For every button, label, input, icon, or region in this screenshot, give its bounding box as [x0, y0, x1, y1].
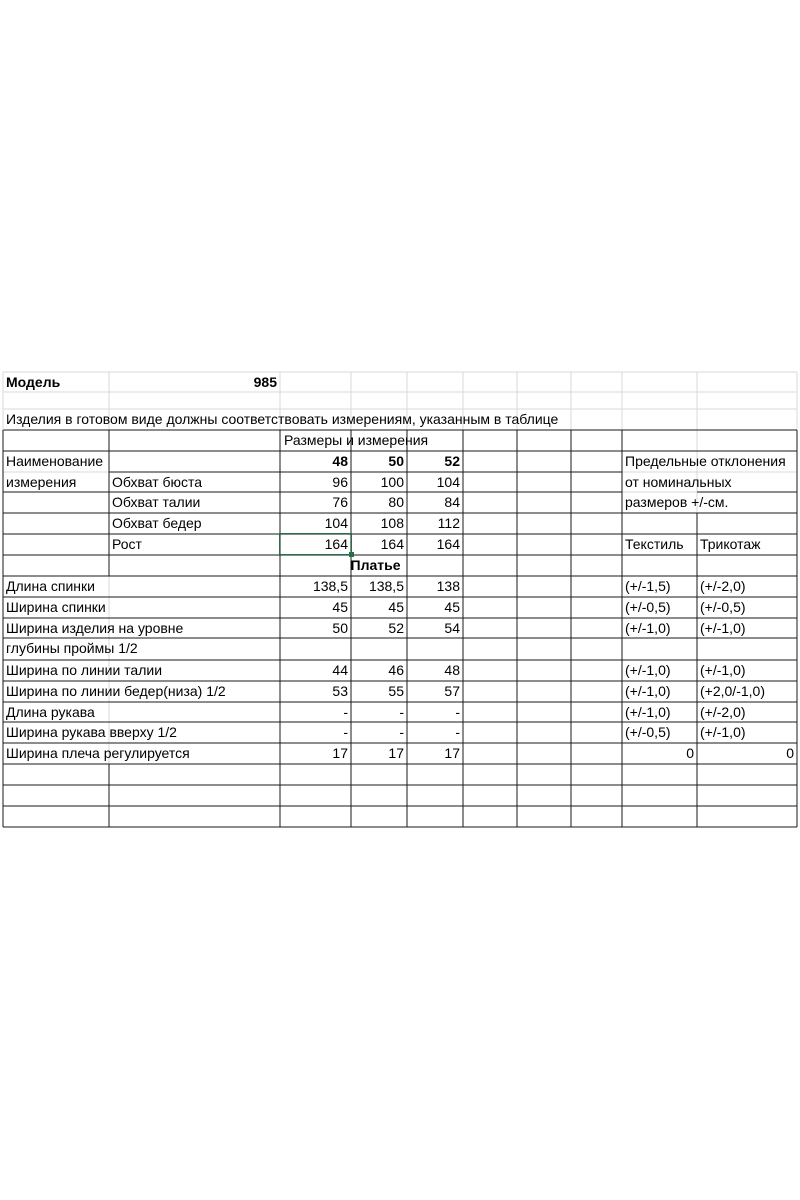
product-row-value[interactable]: - — [343, 724, 348, 740]
tolerance-col-knit[interactable]: Трикотаж — [700, 536, 761, 552]
product-row-tolerance[interactable]: (+/-2,0) — [700, 578, 746, 594]
product-row-value[interactable]: 138,5 — [368, 578, 404, 594]
tolerance-header-1[interactable]: Предельные отклонения — [625, 453, 786, 469]
product-row-tolerance[interactable]: (+/-1,0) — [625, 704, 671, 720]
product-row-value[interactable]: 138 — [436, 578, 460, 594]
product-row-label[interactable]: Ширина по линии талии — [6, 662, 163, 678]
product-row-value[interactable]: 45 — [332, 599, 348, 615]
body-label-waist[interactable]: Обхват талии — [112, 494, 201, 510]
body-value[interactable]: 108 — [380, 515, 404, 531]
body-value[interactable]: 164 — [380, 536, 404, 552]
tolerance-header-2[interactable]: от номинальных — [625, 474, 732, 490]
product-row-label[interactable]: Ширина по линии бедер(низа) 1/2 — [6, 683, 226, 699]
name-label-1[interactable]: Наименование — [6, 453, 104, 469]
product-row-tolerance[interactable]: (+/-1,0) — [625, 620, 671, 636]
body-value[interactable]: 164 — [324, 536, 348, 552]
product-row-label[interactable]: Длина рукава — [6, 704, 95, 720]
body-value[interactable]: 112 — [437, 515, 460, 531]
product-row-value[interactable]: 57 — [444, 683, 460, 699]
body-label-hips[interactable]: Обхват бедер — [112, 515, 202, 531]
size-52[interactable]: 52 — [444, 453, 460, 469]
product-row-tolerance[interactable]: (+/-0,5) — [700, 599, 746, 615]
product-row-value[interactable]: 17 — [444, 745, 460, 761]
body-value[interactable]: 100 — [380, 474, 404, 490]
body-value[interactable]: 104 — [436, 474, 460, 490]
active-cell-selection — [279, 533, 352, 555]
product-row-value[interactable]: - — [455, 724, 460, 740]
product-row-label[interactable]: глубины проймы 1/2 — [6, 640, 138, 656]
product-row-value[interactable]: 17 — [388, 745, 404, 761]
body-label-height[interactable]: Рост — [112, 536, 142, 552]
note-text[interactable]: Изделия в готовом виде должны соответствовать измерениям, указанным в таблице — [6, 411, 559, 427]
body-value[interactable]: 104 — [324, 515, 348, 531]
product-row-tolerance[interactable]: (+/-0,5) — [625, 599, 671, 615]
product-row-value[interactable]: 54 — [444, 620, 460, 636]
product-row-label[interactable]: Ширина спинки — [6, 599, 106, 615]
product-row-tolerance[interactable]: 0 — [786, 745, 794, 761]
body-value[interactable]: 80 — [388, 494, 404, 510]
product-row-value[interactable]: 55 — [388, 683, 404, 699]
product-row-tolerance[interactable]: (+/-1,0) — [700, 620, 746, 636]
name-label-2[interactable]: измерения — [6, 474, 77, 490]
product-row-tolerance[interactable]: (+/-1,5) — [625, 578, 671, 594]
product-row-value[interactable]: 53 — [332, 683, 348, 699]
product-row-value[interactable]: - — [399, 704, 404, 720]
product-row-value[interactable]: 45 — [388, 599, 404, 615]
body-label-bust[interactable]: Обхват бюста — [112, 474, 203, 490]
product-row-tolerance[interactable]: (+/-1,0) — [625, 683, 671, 699]
product-title[interactable]: Платье — [350, 557, 401, 573]
model-number[interactable]: 985 — [253, 374, 277, 390]
product-row-label[interactable]: Ширина рукава вверху 1/2 — [6, 724, 177, 740]
body-value[interactable]: 96 — [332, 474, 348, 490]
body-value[interactable]: 76 — [332, 494, 348, 510]
product-row-label[interactable]: Ширина изделия на уровне — [6, 620, 184, 636]
product-row-value[interactable]: 46 — [388, 662, 404, 678]
product-row-label[interactable]: Ширина плеча регулируется — [6, 745, 190, 761]
body-value[interactable]: 84 — [444, 494, 460, 510]
tolerance-header-3[interactable]: размеров +/-см. — [625, 494, 729, 510]
product-row-value[interactable]: 44 — [332, 662, 348, 678]
product-row-value[interactable]: 48 — [444, 662, 460, 678]
product-row-tolerance[interactable]: (+/-1,0) — [700, 724, 746, 740]
model-label[interactable]: Модель — [6, 374, 61, 390]
product-row-value[interactable]: - — [343, 704, 348, 720]
body-value[interactable]: 164 — [436, 536, 460, 552]
product-row-value[interactable]: 138,5 — [312, 578, 348, 594]
size-48[interactable]: 48 — [332, 453, 348, 469]
product-row-value[interactable]: 17 — [332, 745, 348, 761]
product-row-tolerance[interactable]: 0 — [686, 745, 694, 761]
product-row-value[interactable]: 52 — [388, 620, 404, 636]
product-row-tolerance[interactable]: (+/-2,0) — [700, 704, 746, 720]
product-row-tolerance[interactable]: (+/-0,5) — [625, 724, 671, 740]
product-row-value[interactable]: 45 — [444, 599, 460, 615]
size-50[interactable]: 50 — [388, 453, 404, 469]
product-row-value[interactable]: - — [399, 724, 404, 740]
product-row-tolerance[interactable]: (+/-1,0) — [700, 662, 746, 678]
product-row-value[interactable]: 50 — [332, 620, 348, 636]
product-row-label[interactable]: Длина спинки — [6, 578, 95, 594]
sizes-header[interactable]: Размеры и измерения — [284, 432, 429, 448]
product-row-value[interactable]: - — [455, 704, 460, 720]
product-row-tolerance[interactable]: (+2,0/-1,0) — [700, 683, 765, 699]
product-row-tolerance[interactable]: (+/-1,0) — [625, 662, 671, 678]
tolerance-col-textile[interactable]: Текстиль — [625, 536, 684, 552]
